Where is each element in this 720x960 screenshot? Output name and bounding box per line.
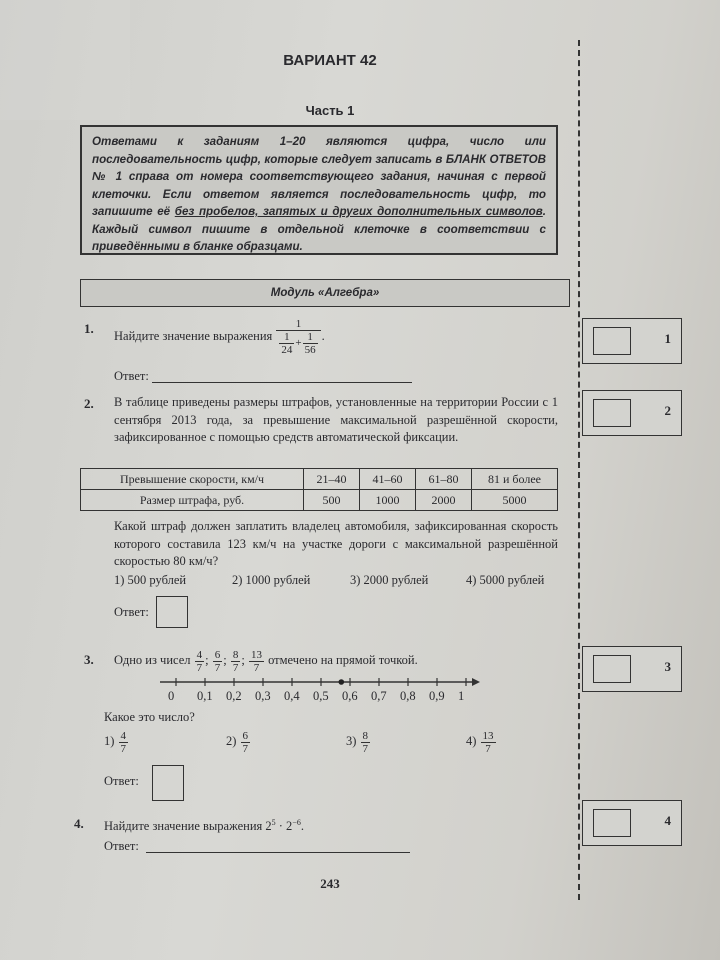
q3-option-num: 8 [362,729,369,742]
q4-answer-line[interactable] [146,852,410,853]
part-title: Часть 1 [305,103,355,118]
q3-frac4-num: 13 [250,648,262,661]
q1-answer-line[interactable] [152,382,412,383]
q3-option-label: 3) [346,734,357,748]
q3-option-num: 6 [242,729,249,742]
q2-option-1[interactable]: 1) 500 рублей [114,573,187,587]
instructions-underlined: без пробелов, запятых и других дополнительных символов [174,205,543,218]
q3-option-den: 7 [242,742,249,755]
q2-answer-label: Ответ: [114,605,149,619]
number-line-tick-label: 0,9 [429,689,445,703]
q1-numerator: 1 [276,318,320,331]
side-answer-cell[interactable] [593,809,631,837]
side-answer-cell[interactable] [593,399,631,427]
q3-text-post: отмечено на прямой точкой. [268,653,418,667]
q2-option-4[interactable]: 4) 5000 рублей [466,573,545,587]
number-line-tick-label: 0,3 [255,689,271,703]
table-cell: 1000 [360,490,416,511]
module-heading: Модуль «Алгебра» [80,279,570,307]
side-answer-cell[interactable] [593,655,631,683]
instructions-text: Ответами к заданиям 1–20 являются цифра, число или последовательность цифр, которые следует записать в БЛАНК ОТВЕТОВ № 1 справа от номера соответствующего задания, начиная с первой клеточки. Если ответом является последовательность цифр, то запишите её [92,135,546,218]
side-answer-2[interactable] [582,390,682,436]
q3-option-den: 7 [485,742,491,755]
q1-question: Найдите значение выражения [114,328,273,343]
q1-denominator [276,331,320,356]
q3-answer-box[interactable] [152,765,184,801]
q1-number: 1. [84,321,94,336]
q1-inner1-den: 24 [281,344,293,356]
q3-frac3-den: 7 [232,661,239,674]
q3-frac3-num: 8 [232,648,239,661]
q2-option-3[interactable]: 3) 2000 рублей [350,573,429,587]
table-row [81,490,558,511]
number-line-tick-label: 0 [168,689,175,703]
number-line-point [339,679,345,685]
number-line-tick-label: 0,4 [284,689,300,703]
q4-end: . [300,819,304,834]
q3-sep: ; [241,653,245,667]
q3-text-pre: Одно из чисел [114,653,191,667]
table-cell: 61–80 [416,469,472,490]
q1-text [114,318,325,356]
table-cell: 5000 [472,490,558,511]
q3-question: Какое это число? [104,710,195,724]
q3-option-label: 1) [104,734,115,748]
side-answer-number: 2 [664,403,671,418]
side-answer-number: 1 [664,331,671,346]
q3-option-den: 7 [362,742,369,755]
table-cell: 21–40 [304,469,360,490]
q1-inner1-num: 1 [279,331,294,344]
number-line-tick-label: 0,6 [342,689,358,703]
table-cell: Превышение скорости, км/ч [81,469,304,490]
number-line-tick-label: 0,5 [313,689,329,703]
q1-plus: + [295,337,302,350]
q1-inner2-den: 56 [304,344,316,356]
number-line-tick-label: 0,1 [197,689,213,703]
q3-frac4-den: 7 [253,661,260,674]
q3-option-num: 13 [482,729,494,742]
q2-question: Какой штраф должен заплатить владелец автомобиля, зафиксированная скорость которого составила 123 км/ч на участке дороги с максимальной разрешённой скоростью 80 км/ч? [114,519,558,568]
q3-option-1[interactable] [104,726,129,756]
number-line-arrow [472,678,480,686]
q1-answer-label: Ответ: [114,369,149,383]
number-line-tick-label: 1 [458,689,465,703]
q4-question: Найдите значение выражения 2 [104,819,272,834]
q3-number: 3. [84,652,94,667]
table-cell: 41–60 [360,469,416,490]
q3-option-num: 4 [120,729,127,742]
instructions-box [80,125,558,255]
q2-option-2[interactable]: 2) 1000 рублей [232,573,311,587]
side-answer-4[interactable] [582,800,682,846]
q3-frac1-num: 4 [196,648,203,661]
table-row [81,469,558,490]
table-cell: 500 [304,490,360,511]
instructions-end: . Каждый символ пишите в отдельной клеточке в соответствии с приведёнными в бланке образцами. [92,205,546,253]
q3-option-3[interactable] [346,726,371,756]
cut-line [578,40,580,900]
variant-title: ВАРИАНТ 42 [283,52,377,69]
q3-sep: ; [205,653,209,667]
q3-text [114,645,418,675]
q3-frac2-den: 7 [214,661,221,674]
number-line-tick-label: 0,2 [226,689,242,703]
q3-frac1-den: 7 [196,661,203,674]
q1-inner2-num: 1 [303,331,318,344]
q3-option-label: 2) [226,734,237,748]
table-cell: 2000 [416,490,472,511]
q2-number: 2. [84,396,94,411]
q3-answer-label: Ответ: [104,774,139,788]
side-answer-1[interactable] [582,318,682,364]
fines-table [80,468,558,511]
q2-text: В таблице приведены размеры штрафов, установленные на территории России с 1 сентября 2013 года, за превышение максимальной разрешённой скорости, зафиксированное с помощью средств автоматической фиксации. [114,395,558,444]
table-cell: Размер штрафа, руб. [81,490,304,511]
number-line-tick-label: 0,8 [400,689,416,703]
q4-number: 4. [74,816,84,831]
page-number: 243 [320,876,340,891]
q1-dot: . [321,328,325,343]
q3-option-2[interactable] [226,726,251,756]
q3-option-den: 7 [120,742,127,755]
q4-exp2: −6 [292,818,301,827]
number-line-tick-label: 0,7 [371,689,387,703]
q3-option-4[interactable] [466,726,497,756]
q3-option-label: 4) [466,734,477,748]
q4-exp1: 5 [271,818,276,827]
table-cell: 81 и более [472,469,558,490]
q4-answer-label: Ответ: [104,839,139,853]
side-answer-cell[interactable] [593,327,631,355]
side-answer-number: 3 [664,659,671,674]
q2-answer-box[interactable] [156,596,188,628]
q4-mid: · 2 [275,819,293,834]
q4-text [104,814,304,836]
q3-frac2-num: 6 [214,648,221,661]
q1-expression [276,318,320,356]
side-answer-number: 4 [664,813,671,828]
side-answer-3[interactable] [582,646,682,692]
q3-sep: ; [223,653,227,667]
